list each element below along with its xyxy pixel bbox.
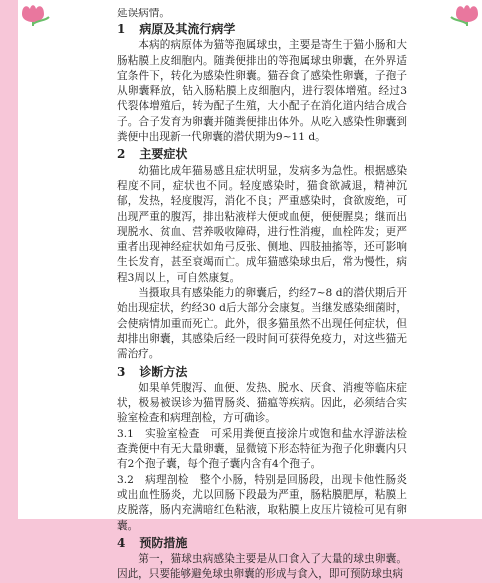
top-fragment: 延误病情。	[117, 8, 170, 19]
section-number: 3	[117, 364, 126, 379]
section-title: 病原及其流行病学	[139, 22, 236, 36]
section-title: 主要症状	[139, 147, 188, 162]
section-number: 2	[117, 147, 126, 162]
section-2-heading	[117, 147, 407, 162]
section-4-paragraph: 第一，猫球虫病感染主要是从口食入了大量的球虫卵囊。因此，只要能够避免球虫卵囊的形成与食入，即可预防球虫病	[117, 553, 407, 581]
section-number: 4	[117, 535, 126, 550]
article-body	[117, 8, 407, 583]
section-4-heading	[117, 536, 407, 551]
section-3-paragraph: 如果单凭腹泻、血便、发热、脱水、厌食、消瘦等临床症状，极易被误诊为猫胃肠炎、猫瘟等疾病。因此，必须结合实验室检查和病理剖检，方可确诊。	[117, 381, 407, 425]
section-title: 诊断方法	[139, 364, 188, 379]
section-2-paragraph-2: 当摄取具有感染能力的卵囊后，约经7~8 d的潜伏期后开始出现症状，约经30 d后大部分会康复。当继发感染细菌时，会使病情加重而死亡。此外，很多猫虽然不出现任何症状，但却排出卵囊，其感染后经一段时间可获得免疫力，对这些猫无需治疗。	[117, 287, 407, 361]
section-3-2-pathology: 3.2 病理剖检 整个小肠，特别是回肠段，出现卡他性肠炎或出血性肠炎，尤以回肠下段最为严重，肠粘膜肥厚，粘膜上皮脱落，肠内充满暗红色粘液，取粘膜上皮压片镜检可见有卵囊。	[117, 473, 407, 532]
section-3-heading	[117, 365, 407, 380]
section-title: 预防措施	[139, 535, 188, 550]
section-1-heading	[117, 22, 407, 37]
tulip-decoration-icon	[448, 0, 482, 26]
section-number: 1	[117, 22, 126, 36]
tulip-decoration-icon	[18, 0, 52, 26]
section-1-paragraph: 本病的病原体为猫等孢属球虫，主要是寄生于猫小肠和大肠粘膜上皮细胞内。随粪便排出的等孢属球虫卵囊，在外界适宜条件下，转化为感染性卵囊。猫吞食了感染性卵囊，子孢子从卵囊释放，钻入肠粘膜上皮细胞内，进行裂体增殖。经过3代裂体增殖后，转为配子生殖，大小配子在消化道内结合成合子。合子发育为卵囊并随粪便排出体外。从吃入感染性卵囊到粪便中出现新一代卵囊的潜伏期为9~11 d。	[117, 39, 407, 144]
section-3-1-lab-test: 3.1 实验室检查 可采用粪便直接涂片或饱和盐水浮游法检查粪便中有无大量卵囊，显微镜下形态特征为孢子化卵囊内只有2个孢子囊，每个孢子囊内含有4个孢子。	[117, 427, 407, 471]
section-2-paragraph-1: 幼猫比成年猫易感且症状明显，发病多为急性。根据感染程度不同，症状也不同。轻度感染时，猫食欲减退，精神沉郁，发热，轻度腹泻，消化不良；严重感染时，食欲废绝，可出现严重的腹泻，排出粘液样大便或血便，便便腥臭；继而出现脱水、贫血、营养吸收障碍，进行性消瘦，血栓阵发；更严重者出现神经症状如角弓反张、侧地、四肢抽搐等，还可影响生长发育，甚至衰竭而亡。成年猫感染球虫后，常为慢性，病程3周以上，可自然康复。	[117, 164, 407, 284]
